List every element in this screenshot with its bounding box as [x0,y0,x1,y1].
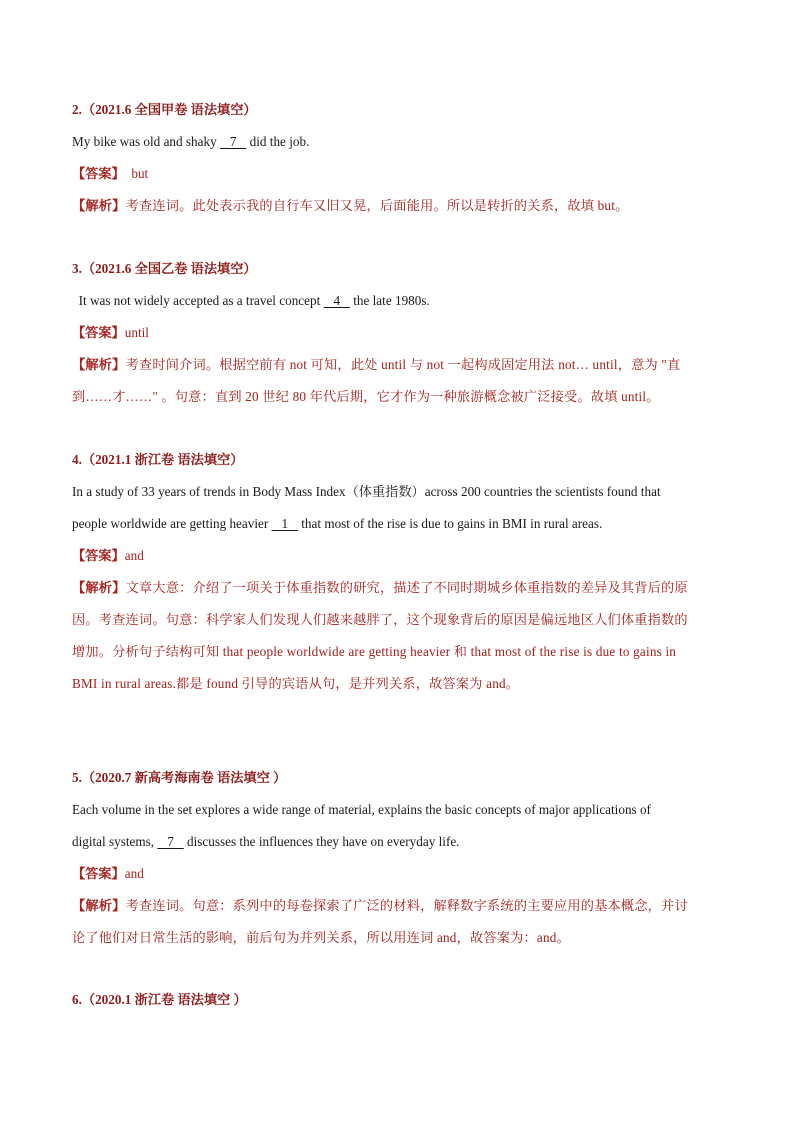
analysis-text: 考查连词。句意：系列中的每卷探索了广泛的材料，解释数字系统的主要应用的基本概念，并讨 [125,898,688,913]
question-5-answer [72,864,144,884]
stem-text-after: discusses the influences they have on everyday life. [183,834,460,849]
answer-tag: 【答案】 [72,166,125,181]
question-4-heading: 4.（2021.1 浙江卷 语法填空） [72,452,244,467]
question-4-analysis-line-2: 因。考查连词。句意：科学家人们发现人们越来越胖了，这个现象背后的原因是偏远地区人们体重指数的 [72,612,688,627]
question-3-answer [72,323,149,343]
question-4-stem-line-1: In a study of 33 years of trends in Body Mass Index（体重指数）across 200 countries the scientists found that [72,484,661,499]
answer-blank: 7 [219,134,247,149]
answer-tag: 【答案】 [72,325,125,340]
question-4-analysis-line-1 [72,578,688,598]
analysis-text: 文章大意：介绍了一项关于体重指数的研究，描述了不同时期城乡体重指数的差异及其背后的原 [125,580,688,595]
question-4-stem-line-2 [72,514,602,534]
answer-tag: 【答案】 [72,866,125,881]
question-6-heading: 6.（2020.1 浙江卷 语法填空 ） [72,992,247,1007]
question-5-analysis-line-2: 论了他们对日常生活的影响，前后句为并列关系，所以用连词 and，故答案为：and。 [72,930,570,945]
question-2-answer [72,164,148,184]
analysis-tag: 【解析】 [72,580,126,595]
question-5-heading: 5.（2020.7 新高考海南卷 语法填空 ） [72,770,287,785]
analysis-tag: 【解析】 [72,898,126,913]
answer-text: but [124,166,149,181]
question-3-analysis-line-1 [72,355,680,375]
stem-text-after: the late 1980s. [349,293,430,308]
question-2-analysis [72,196,628,216]
question-3-stem [72,291,430,311]
question-4-analysis-line-3: 增加。分析句子结构可知 that people worldwide are getting heavier 和 that most of the rise is due to gains in [72,644,677,659]
question-3-analysis-line-2: 到……才……" 。句意：直到 20 世纪 80 年代后期，它才作为一种旅游概念被广泛接受。故填 until。 [72,389,660,404]
stem-text-after: that most of the rise is due to gains in BMI in rural areas. [297,516,603,531]
answer-blank: 4 [323,293,350,308]
answer-blank: 7 [157,834,184,849]
stem-text-before: people worldwide are getting heavier [72,516,272,531]
stem-text-after: did the job. [246,134,310,149]
answer-text: and [124,548,144,563]
analysis-tag: 【解析】 [72,357,126,372]
answer-text: until [124,325,149,340]
stem-text-before: digital systems, [72,834,158,849]
question-3-heading: 3.（2021.6 全国乙卷 语法填空） [72,261,257,276]
answer-tag: 【答案】 [72,548,125,563]
question-2-stem [72,132,309,152]
analysis-text: 考查时间介词。根据空前有 not 可知，此处 until 与 not 一起构成固定用法 not… until，意为 "直 [125,357,681,372]
question-5-stem-line-1: Each volume in the set explores a wide range of material, explains the basic concepts of major applications of [72,802,651,817]
question-5-stem-line-2 [72,832,459,852]
stem-text-before: My bike was old and shaky [72,134,220,149]
stem-text-before: It was not widely accepted as a travel concept [72,293,324,308]
question-4-answer [72,546,144,566]
analysis-text: 考查连词。此处表示我的自行车又旧又晃，后面能用。所以是转折的关系，故填 but。 [125,198,629,213]
answer-blank: 1 [271,516,298,531]
question-2-heading: 2.（2021.6 全国甲卷 语法填空） [72,102,257,117]
question-5-analysis-line-1 [72,896,688,916]
answer-text: and [124,866,144,881]
analysis-tag: 【解析】 [72,198,126,213]
question-4-analysis-line-4: BMI in rural areas.都是 found 引导的宾语从句，是并列关系，故答案为 and。 [72,676,520,691]
